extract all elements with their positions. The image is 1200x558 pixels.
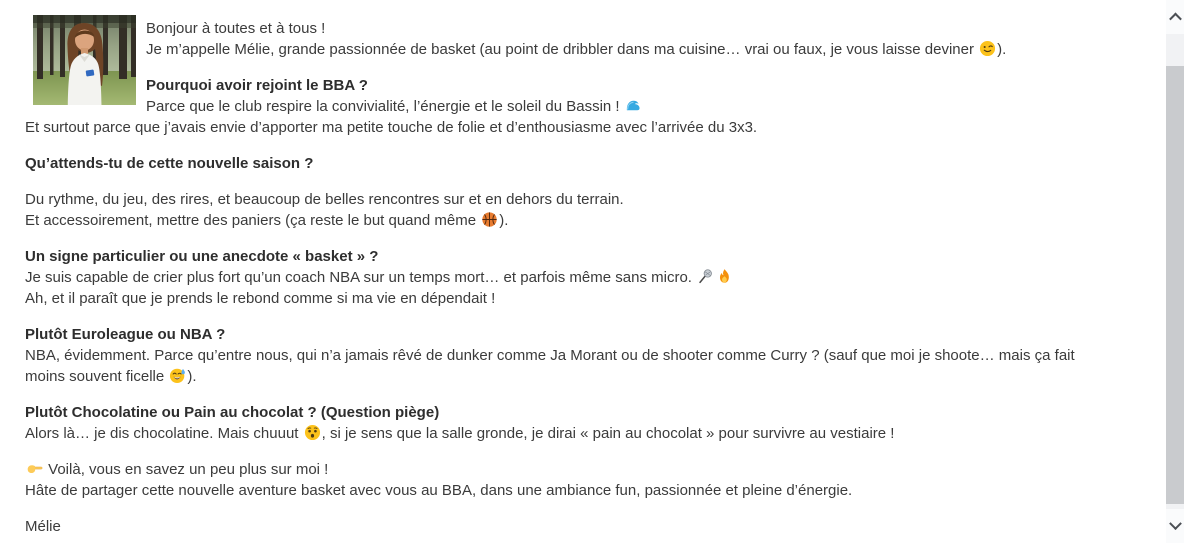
paragraph-signature <box>25 516 1127 537</box>
vertical-scrollbar[interactable] <box>1166 0 1184 543</box>
body-line: moins souvent ficelle ). <box>25 368 197 385</box>
scroll-down-button[interactable] <box>1166 509 1184 543</box>
scrollbar-thumb[interactable] <box>1166 66 1184 504</box>
profile-photo <box>33 15 136 105</box>
fire-emoji <box>716 268 733 285</box>
paragraph-chocolatine <box>25 402 1127 444</box>
body-line: Alors là… je dis chocolatine. Mais chuuut , si je sens que la salle gronde, je dirai « pain au chocolat » pour survivre au vestiaire ! <box>25 425 895 442</box>
chevron-down-icon <box>1169 517 1182 530</box>
chevron-up-icon <box>1169 12 1182 25</box>
question-heading: Un signe particulier ou une anecdote « basket » ? <box>25 248 379 265</box>
question-heading: Plutôt Euroleague ou NBA ? <box>25 326 226 343</box>
paragraph-intro <box>25 18 1127 60</box>
paragraph-euroleague-nba <box>25 324 1127 387</box>
paragraph-outro <box>25 459 1127 501</box>
hushed-face-emoji <box>304 424 321 441</box>
body-line: Mélie <box>25 518 61 535</box>
question-heading: Pourquoi avoir rejoint le BBA ? <box>146 77 368 94</box>
body-line: Voilà, vous en savez un peu plus sur moi ! <box>25 459 1127 480</box>
profile-photo-image <box>33 15 136 105</box>
body-line: Je suis capable de crier plus fort qu’un coach NBA sur un temps mort… et parfois même sans micro. <box>25 267 1127 288</box>
water-wave-emoji <box>625 97 642 114</box>
question-heading: Qu’attends-tu de cette nouvelle saison ? <box>25 155 314 172</box>
paragraph-season-question <box>25 153 1127 174</box>
body-line: Parce que le club respire la convivialité, l’énergie et le soleil du Bassin ! <box>25 96 1127 117</box>
backhand-pointing-right-emoji <box>26 460 43 477</box>
paragraph-season-answer <box>25 189 1127 231</box>
body-line: NBA, évidemment. Parce qu’entre nous, qui n’a jamais rêvé de dunker comme Ja Morant ou de shooter comme Curry ? (sauf que moi je shoote… mais ça fait <box>25 347 1075 364</box>
paragraph-anecdote <box>25 246 1127 309</box>
scroll-up-button[interactable] <box>1166 0 1184 34</box>
body-line: Et accessoirement, mettre des paniers (ça reste le but quand même ). <box>25 212 509 229</box>
body-line: Et surtout parce que j’avais envie d’apporter ma petite touche de folie et d’enthousiasme avec l’arrivée du 3x3. <box>25 119 758 136</box>
paragraph-why-bba <box>25 75 1127 138</box>
body-line: Du rythme, du jeu, des rires, et beaucoup de belles rencontres sur et en dehors du terrain. <box>25 191 624 208</box>
body-line: Ah, et il paraît que je prends le rebond comme si ma vie en dépendait ! <box>25 290 496 307</box>
winking-face-emoji <box>979 40 996 57</box>
grinning-face-sweat-emoji <box>169 367 186 384</box>
microphone-emoji <box>697 268 714 285</box>
basketball-emoji <box>481 211 498 228</box>
body-line: Bonjour à toutes et à tous ! <box>146 20 326 37</box>
question-heading: Plutôt Chocolatine ou Pain au chocolat ? (Question piège) <box>25 404 440 421</box>
body-line: Je m’appelle Mélie, grande passionnée de basket (au point de dribbler dans ma cuisine… vrai ou faux, je vous laisse deviner ). <box>146 41 1007 58</box>
body-line: Hâte de partager cette nouvelle aventure basket avec vous au BBA, dans une ambiance fun, passionnée et pleine d’énergie. <box>25 482 853 499</box>
